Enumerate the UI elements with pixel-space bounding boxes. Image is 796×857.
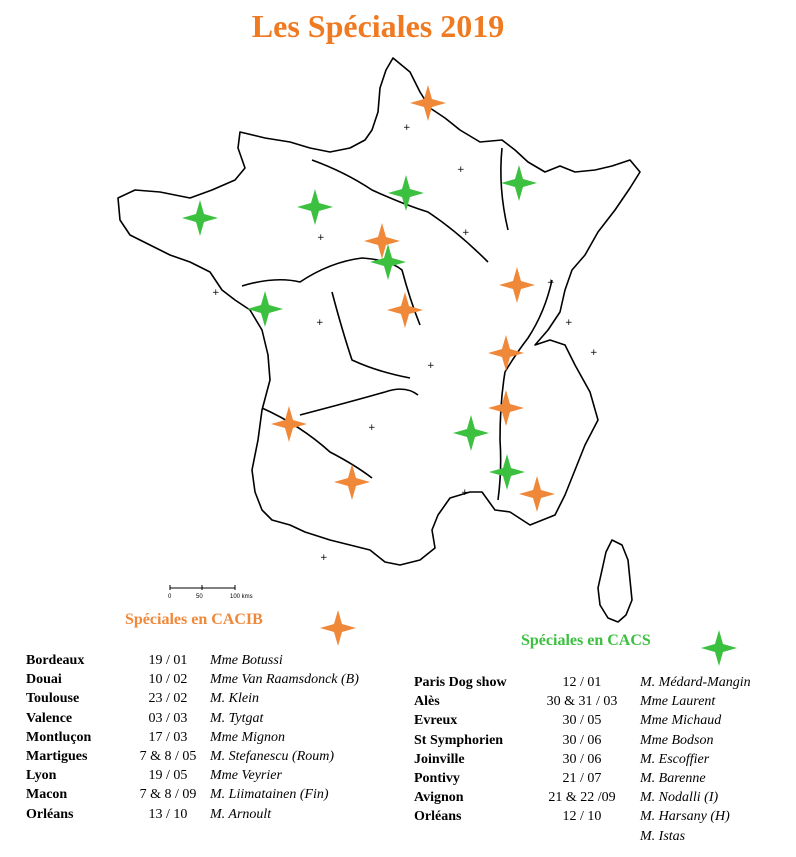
cacib-marker-macon: [499, 267, 535, 303]
event-judge: Mme Mignon: [210, 729, 286, 745]
event-judge: M. Istas: [640, 828, 686, 844]
svg-text:+: +: [590, 348, 598, 358]
event-judge: M. Harsany (H): [640, 809, 730, 825]
table-row: [26, 766, 400, 785]
table-row: [414, 673, 790, 692]
river-meuse: [501, 148, 508, 230]
event-judge: Mme Bodson: [640, 732, 714, 748]
event-date: 17 / 03: [148, 729, 188, 745]
table-row: [414, 807, 790, 826]
svg-text:+: +: [368, 423, 376, 433]
event-city: Toulouse: [26, 691, 80, 707]
event-judge: M. Escoffier: [640, 751, 710, 767]
cacs-marker-west: [247, 291, 283, 327]
event-date: 19 / 01: [148, 653, 188, 668]
event-date: 10 / 02: [148, 672, 188, 688]
event-city: St Symphorien: [414, 732, 504, 748]
event-judge: Mme Laurent: [640, 694, 716, 710]
event-judge: M. Tytgat: [210, 710, 264, 726]
event-judge: M. Médard-Mangin: [640, 675, 751, 690]
cacib-marker-montlucon: [387, 292, 423, 328]
legend-cacib-label: Spéciales en CACIB: [125, 611, 263, 628]
table-row: [26, 785, 400, 804]
cacib-marker-valence: [488, 390, 524, 426]
event-city: Evreux: [414, 713, 458, 729]
event-date: 21 & 22 /09: [548, 790, 616, 806]
event-date: 7 & 8 / 09: [139, 787, 197, 803]
river-seine: [312, 160, 488, 262]
river-garonne: [262, 408, 372, 478]
table-row: [26, 670, 400, 689]
event-date: 30 / 05: [562, 713, 602, 729]
cacib-events-table: [26, 651, 400, 824]
event-judge: M. Nodalli (I): [640, 790, 719, 806]
legend-cacs-star-icon: [699, 628, 739, 668]
cacs-marker-orleans: [370, 244, 406, 280]
event-judge: M. Stefanescu (Roum): [210, 749, 335, 765]
event-date: 03 / 03: [148, 710, 188, 726]
event-date: 30 & 31 / 03: [546, 694, 618, 710]
event-date: 30 / 06: [562, 751, 602, 767]
event-date: 21 / 07: [562, 771, 602, 787]
table-row: [414, 731, 790, 750]
cacs-marker-joinville: [501, 165, 537, 201]
cacib-marker-orleans: [364, 223, 400, 259]
event-city: [414, 827, 524, 846]
event-judge: M. Liimatainen (Fin): [210, 787, 329, 803]
event-city: Martigues: [26, 749, 88, 765]
scale-label-0: 0: [168, 594, 172, 600]
svg-text:+: +: [462, 228, 470, 238]
event-date: 23 / 02: [148, 691, 188, 707]
event-judge: M. Klein: [210, 691, 259, 707]
event-city: Joinville: [414, 751, 465, 767]
scale-label-50: 50: [196, 594, 203, 600]
svg-text:+: +: [547, 278, 555, 288]
event-city: Macon: [26, 787, 68, 803]
svg-text:+: +: [565, 318, 573, 328]
river-dordogne: [300, 389, 418, 415]
event-city: Douai: [26, 672, 62, 688]
svg-text:+: +: [461, 488, 469, 498]
scale-bar: [170, 585, 235, 590]
event-judge: Mme Veyrier: [210, 768, 282, 784]
event-city: Orléans: [26, 806, 74, 822]
table-row: [26, 689, 400, 708]
cacib-marker-toulouse: [334, 464, 370, 500]
cacib-marker-lyon: [488, 335, 524, 371]
event-date: 13 / 10: [148, 806, 188, 822]
table-row: [414, 692, 790, 711]
event-city: Orléans: [414, 809, 462, 825]
table-row: [26, 709, 400, 728]
cacs-events-table: [414, 673, 790, 846]
page-title: Les Spéciales 2019: [251, 8, 505, 44]
table-row: [26, 805, 400, 824]
table-row: [414, 750, 790, 769]
table-row: [414, 788, 790, 807]
event-city: Lyon: [26, 768, 57, 784]
svg-text:+: +: [457, 165, 465, 175]
event-date: 30 / 06: [562, 732, 602, 748]
cacs-markers: [182, 165, 537, 490]
cacib-marker-martigues: [519, 476, 555, 512]
table-row: [414, 711, 790, 730]
scale-label-100: 100 kms: [230, 594, 253, 600]
river-allier: [332, 292, 410, 378]
cacs-marker-avignon: [489, 454, 525, 490]
svg-text:+: +: [212, 288, 220, 298]
event-city: Avignon: [414, 790, 464, 806]
river-loire: [242, 258, 420, 325]
event-city: Paris Dog show: [414, 675, 507, 690]
legend-cacs-label: Spéciales en CACS: [521, 632, 651, 649]
event-judge: Mme Michaud: [640, 713, 722, 729]
france-outline: [118, 58, 640, 565]
event-judge: Mme Botussi: [210, 653, 283, 668]
event-date: 12 / 01: [562, 675, 602, 690]
svg-text:+: +: [427, 361, 435, 371]
svg-text:+: +: [403, 123, 411, 133]
event-date: [524, 827, 640, 846]
corsica-outline: [598, 540, 632, 622]
table-row: [26, 747, 400, 766]
event-date: 12 / 10: [562, 809, 602, 825]
cacs-marker-brittany: [297, 189, 333, 225]
event-city: Bordeaux: [26, 653, 85, 668]
event-judge: Mme Van Raamsdonck (B): [210, 672, 359, 688]
table-row: [414, 827, 790, 846]
event-city: Valence: [26, 710, 73, 726]
event-date: 7 & 8 / 05: [139, 749, 197, 765]
table-row: [26, 651, 400, 670]
event-date: 19 / 05: [148, 768, 188, 784]
event-city: Pontivy: [414, 771, 460, 787]
event-city: Alès: [414, 694, 440, 710]
svg-text:+: +: [320, 553, 328, 563]
table-row: [26, 728, 400, 747]
event-judge: M. Barenne: [640, 771, 706, 787]
event-judge: M. Arnoult: [210, 806, 272, 822]
cacs-marker-ales: [453, 415, 489, 451]
svg-text:+: +: [316, 318, 324, 328]
svg-text:+: +: [317, 233, 325, 243]
cacs-marker-paris: [388, 175, 424, 211]
table-row: [414, 769, 790, 788]
cacib-marker-bordeaux: [271, 406, 307, 442]
event-city: Montluçon: [26, 729, 92, 745]
legend-cacib-star-icon: [318, 608, 358, 648]
cacs-marker-pontivy: [182, 200, 218, 236]
